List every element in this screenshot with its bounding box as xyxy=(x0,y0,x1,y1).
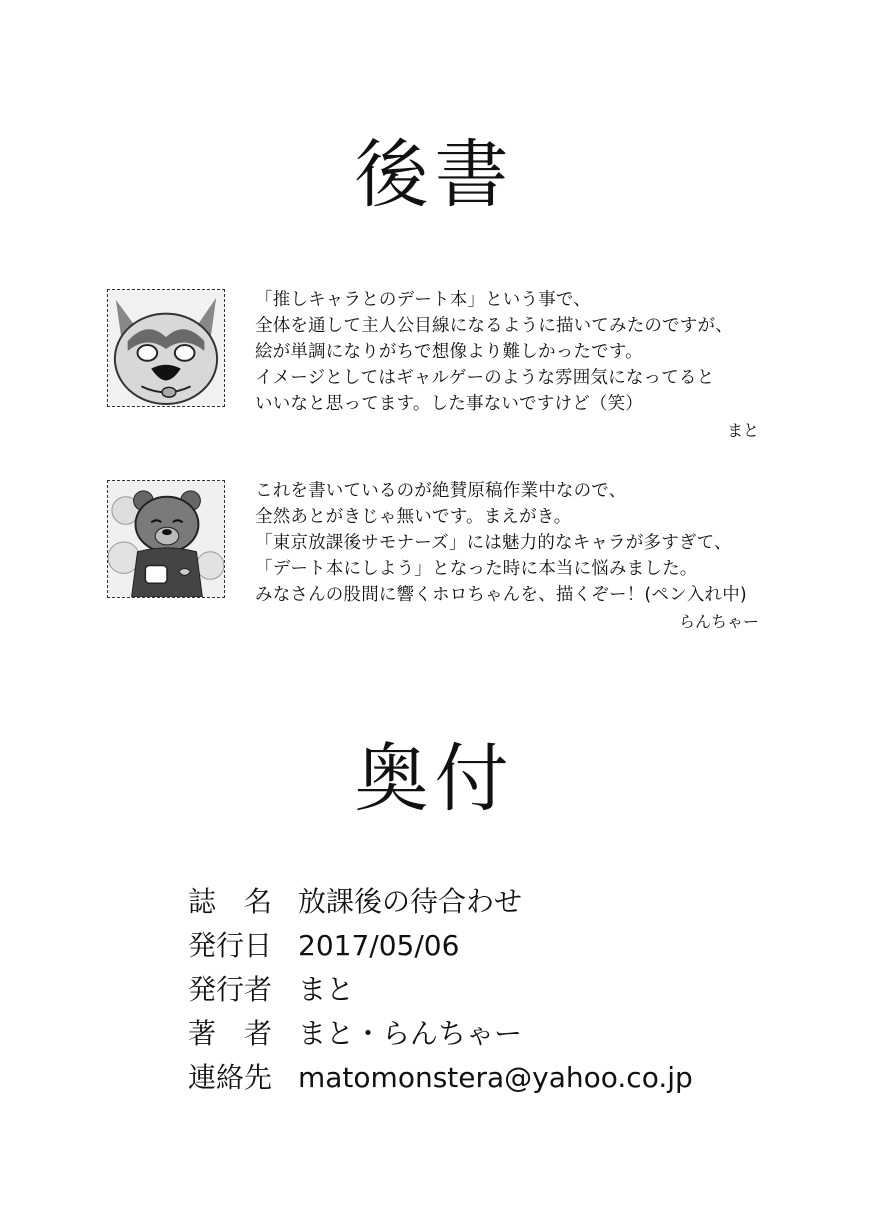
colophon-value: 2017/05/06 xyxy=(298,929,460,962)
note-line: これを書いているのが絶賛原稿作業中なので、 xyxy=(255,481,627,501)
colophon-value: まと・らんちゃー xyxy=(298,1017,523,1050)
note-line: 「東京放課後サモナーズ」には魅力的なキャラが多すぎて、 xyxy=(255,533,732,553)
colophon-row xyxy=(188,880,693,924)
note-line: いいなと思ってます。した事ないですけど（笑） xyxy=(255,394,643,414)
afterword-note-ranchaa xyxy=(255,478,775,608)
colophon-row xyxy=(188,968,693,1012)
note-line: 全然あとがきじゃ無いです。まえがき。 xyxy=(255,507,572,527)
bear-character-avatar xyxy=(107,480,225,598)
note-line: みなさんの股間に響くホロちゃんを、描くぞー！(ペン入れ中) xyxy=(255,585,747,605)
colophon-row xyxy=(188,1012,693,1056)
contact-email: matomonstera@yahoo.co.jp xyxy=(298,1061,693,1094)
note-line: 全体を通して主人公目線になるように描いてみたのですが、 xyxy=(255,316,733,336)
colophon-row xyxy=(188,1056,693,1100)
colophon-label: 発行者 xyxy=(188,973,273,1006)
wolf-character-avatar xyxy=(107,289,225,407)
bear-face-illustration xyxy=(108,481,224,597)
note-line: 絵が単調になりがちで想像より難しかったです。 xyxy=(255,342,643,362)
colophon-value: まと xyxy=(298,973,355,1006)
colophon-row xyxy=(188,924,693,968)
colophon-label: 発行日 xyxy=(188,929,273,962)
colophon-table xyxy=(188,880,693,1100)
colophon-label: 誌 名 xyxy=(188,885,273,918)
colophon-label: 著 者 xyxy=(188,1017,273,1050)
colophon-title: 奥付 xyxy=(354,736,515,822)
colophon-value: 放課後の待合わせ xyxy=(298,885,523,918)
note-line: 「デート本にしよう」となった時に本当に悩みました。 xyxy=(255,559,698,579)
note-line: イメージとしてはギャルゲーのような雰囲気になってると xyxy=(255,368,715,388)
signature-mato: まと xyxy=(726,421,759,440)
wolf-face-illustration xyxy=(108,290,224,406)
signature-ranchaa: らんちゃー xyxy=(678,612,759,631)
afterword-note-mato xyxy=(255,287,775,417)
colophon-label: 連絡先 xyxy=(188,1061,273,1094)
afterword-title: 後書 xyxy=(354,132,515,218)
note-line: 「推しキャラとのデート本」という事で、 xyxy=(255,290,591,310)
